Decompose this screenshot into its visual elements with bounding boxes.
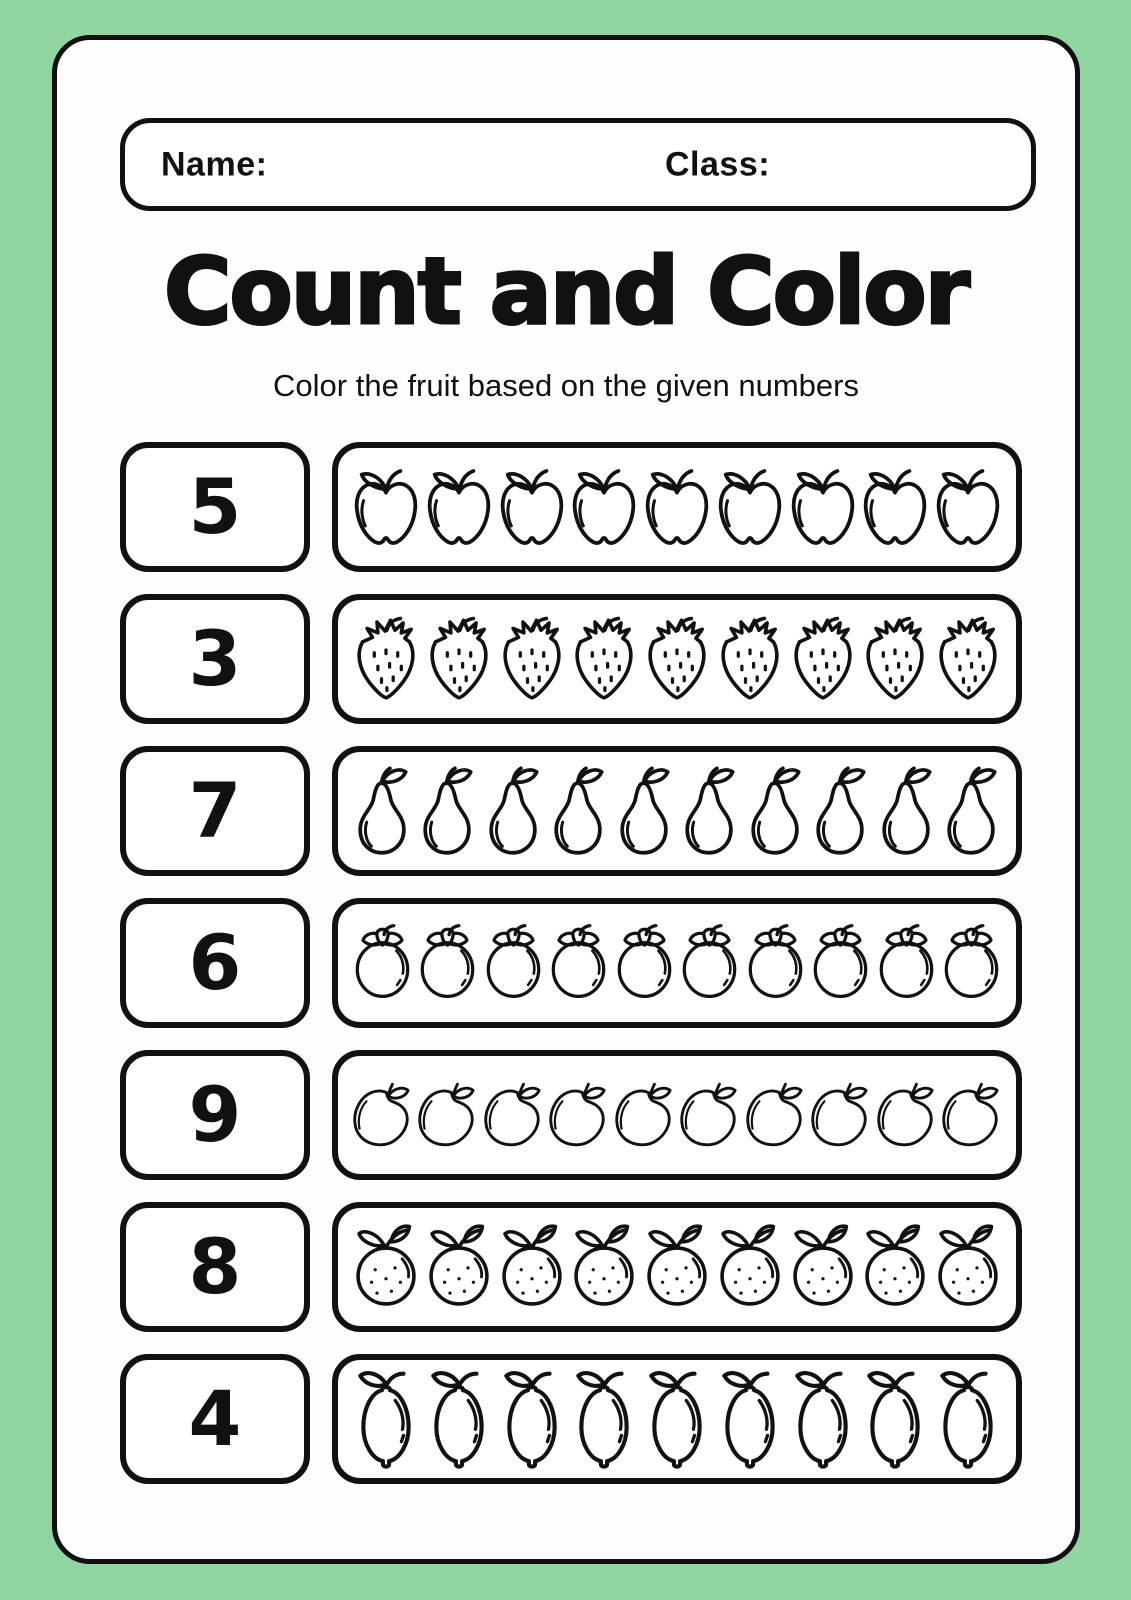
worksheet-row bbox=[57, 746, 1075, 876]
orange-icon bbox=[350, 1211, 422, 1323]
strawberry-icon bbox=[496, 603, 568, 715]
page-title: Count and Color bbox=[163, 238, 969, 345]
lemon-icon bbox=[641, 1363, 713, 1475]
pear-icon bbox=[546, 755, 611, 867]
mangosteen-icon bbox=[939, 907, 1004, 1019]
worksheet-row bbox=[57, 1202, 1075, 1332]
mango-icon bbox=[677, 1059, 742, 1171]
lemon-icon bbox=[423, 1363, 495, 1475]
mango-icon bbox=[415, 1059, 480, 1171]
lemon-icon bbox=[496, 1363, 568, 1475]
pear-icon bbox=[415, 755, 480, 867]
orange-icon bbox=[568, 1211, 640, 1323]
strawberry-icon bbox=[641, 603, 713, 715]
mango-icon bbox=[808, 1059, 873, 1171]
worksheet-row bbox=[57, 442, 1075, 572]
strawberry-icon bbox=[932, 603, 1004, 715]
apple-icon bbox=[568, 451, 640, 563]
orange-icon bbox=[496, 1211, 568, 1323]
count-number: 7 bbox=[188, 766, 242, 855]
apple-icon bbox=[714, 451, 786, 563]
strawberry-icon bbox=[714, 603, 786, 715]
name-label: Name: bbox=[161, 145, 268, 183]
count-number: 3 bbox=[188, 614, 242, 703]
fruit-box bbox=[332, 898, 1022, 1028]
orange-icon bbox=[714, 1211, 786, 1323]
pear-icon bbox=[743, 755, 808, 867]
strawberry-icon bbox=[787, 603, 859, 715]
mango-icon bbox=[546, 1059, 611, 1171]
number-box bbox=[120, 1202, 310, 1332]
number-box bbox=[120, 1050, 310, 1180]
strawberry-icon bbox=[423, 603, 495, 715]
fruit-box bbox=[332, 594, 1022, 724]
fruit-box bbox=[332, 442, 1022, 572]
fruit-box bbox=[332, 1354, 1022, 1484]
lemon-icon bbox=[350, 1363, 422, 1475]
mango-icon bbox=[481, 1059, 546, 1171]
count-number: 6 bbox=[188, 918, 242, 1007]
count-number: 4 bbox=[188, 1374, 242, 1463]
worksheet-row bbox=[57, 594, 1075, 724]
orange-icon bbox=[859, 1211, 931, 1323]
mango-icon bbox=[350, 1059, 415, 1171]
worksheet-paper bbox=[52, 35, 1080, 1564]
mango-icon bbox=[939, 1059, 1004, 1171]
lemon-icon bbox=[714, 1363, 786, 1475]
mangosteen-icon bbox=[415, 907, 480, 1019]
pear-icon bbox=[481, 755, 546, 867]
worksheet-row bbox=[57, 1050, 1075, 1180]
pear-icon bbox=[874, 755, 939, 867]
worksheet-row bbox=[57, 898, 1075, 1028]
mango-icon bbox=[874, 1059, 939, 1171]
orange-icon bbox=[641, 1211, 713, 1323]
lemon-icon bbox=[787, 1363, 859, 1475]
fruit-box bbox=[332, 1202, 1022, 1332]
apple-icon bbox=[859, 451, 931, 563]
mangosteen-icon bbox=[350, 907, 415, 1019]
number-box bbox=[120, 442, 310, 572]
pear-icon bbox=[808, 755, 873, 867]
apple-icon bbox=[641, 451, 713, 563]
number-box bbox=[120, 898, 310, 1028]
pear-icon bbox=[677, 755, 742, 867]
mango-icon bbox=[743, 1059, 808, 1171]
count-number: 5 bbox=[188, 462, 242, 551]
page-subtitle: Color the fruit based on the given numbers bbox=[273, 368, 859, 403]
apple-icon bbox=[350, 451, 422, 563]
mango-icon bbox=[612, 1059, 677, 1171]
orange-icon bbox=[787, 1211, 859, 1323]
lemon-icon bbox=[859, 1363, 931, 1475]
mangosteen-icon bbox=[612, 907, 677, 1019]
orange-icon bbox=[423, 1211, 495, 1323]
apple-icon bbox=[496, 451, 568, 563]
strawberry-icon bbox=[859, 603, 931, 715]
count-number: 8 bbox=[188, 1222, 242, 1311]
pear-icon bbox=[612, 755, 677, 867]
apple-icon bbox=[423, 451, 495, 563]
fruit-box bbox=[332, 1050, 1022, 1180]
number-box bbox=[120, 594, 310, 724]
strawberry-icon bbox=[568, 603, 640, 715]
mangosteen-icon bbox=[808, 907, 873, 1019]
strawberry-icon bbox=[350, 603, 422, 715]
lemon-icon bbox=[568, 1363, 640, 1475]
count-number: 9 bbox=[188, 1070, 242, 1159]
mangosteen-icon bbox=[677, 907, 742, 1019]
worksheet-row bbox=[57, 1354, 1075, 1484]
class-label: Class: bbox=[665, 145, 771, 183]
mangosteen-icon bbox=[546, 907, 611, 1019]
number-box bbox=[120, 746, 310, 876]
orange-icon bbox=[932, 1211, 1004, 1323]
mangosteen-icon bbox=[481, 907, 546, 1019]
lemon-icon bbox=[932, 1363, 1004, 1475]
pear-icon bbox=[350, 755, 415, 867]
name-class-box bbox=[120, 118, 1036, 211]
apple-icon bbox=[932, 451, 1004, 563]
fruit-box bbox=[332, 746, 1022, 876]
mangosteen-icon bbox=[743, 907, 808, 1019]
number-box bbox=[120, 1354, 310, 1484]
mangosteen-icon bbox=[874, 907, 939, 1019]
apple-icon bbox=[787, 451, 859, 563]
pear-icon bbox=[939, 755, 1004, 867]
